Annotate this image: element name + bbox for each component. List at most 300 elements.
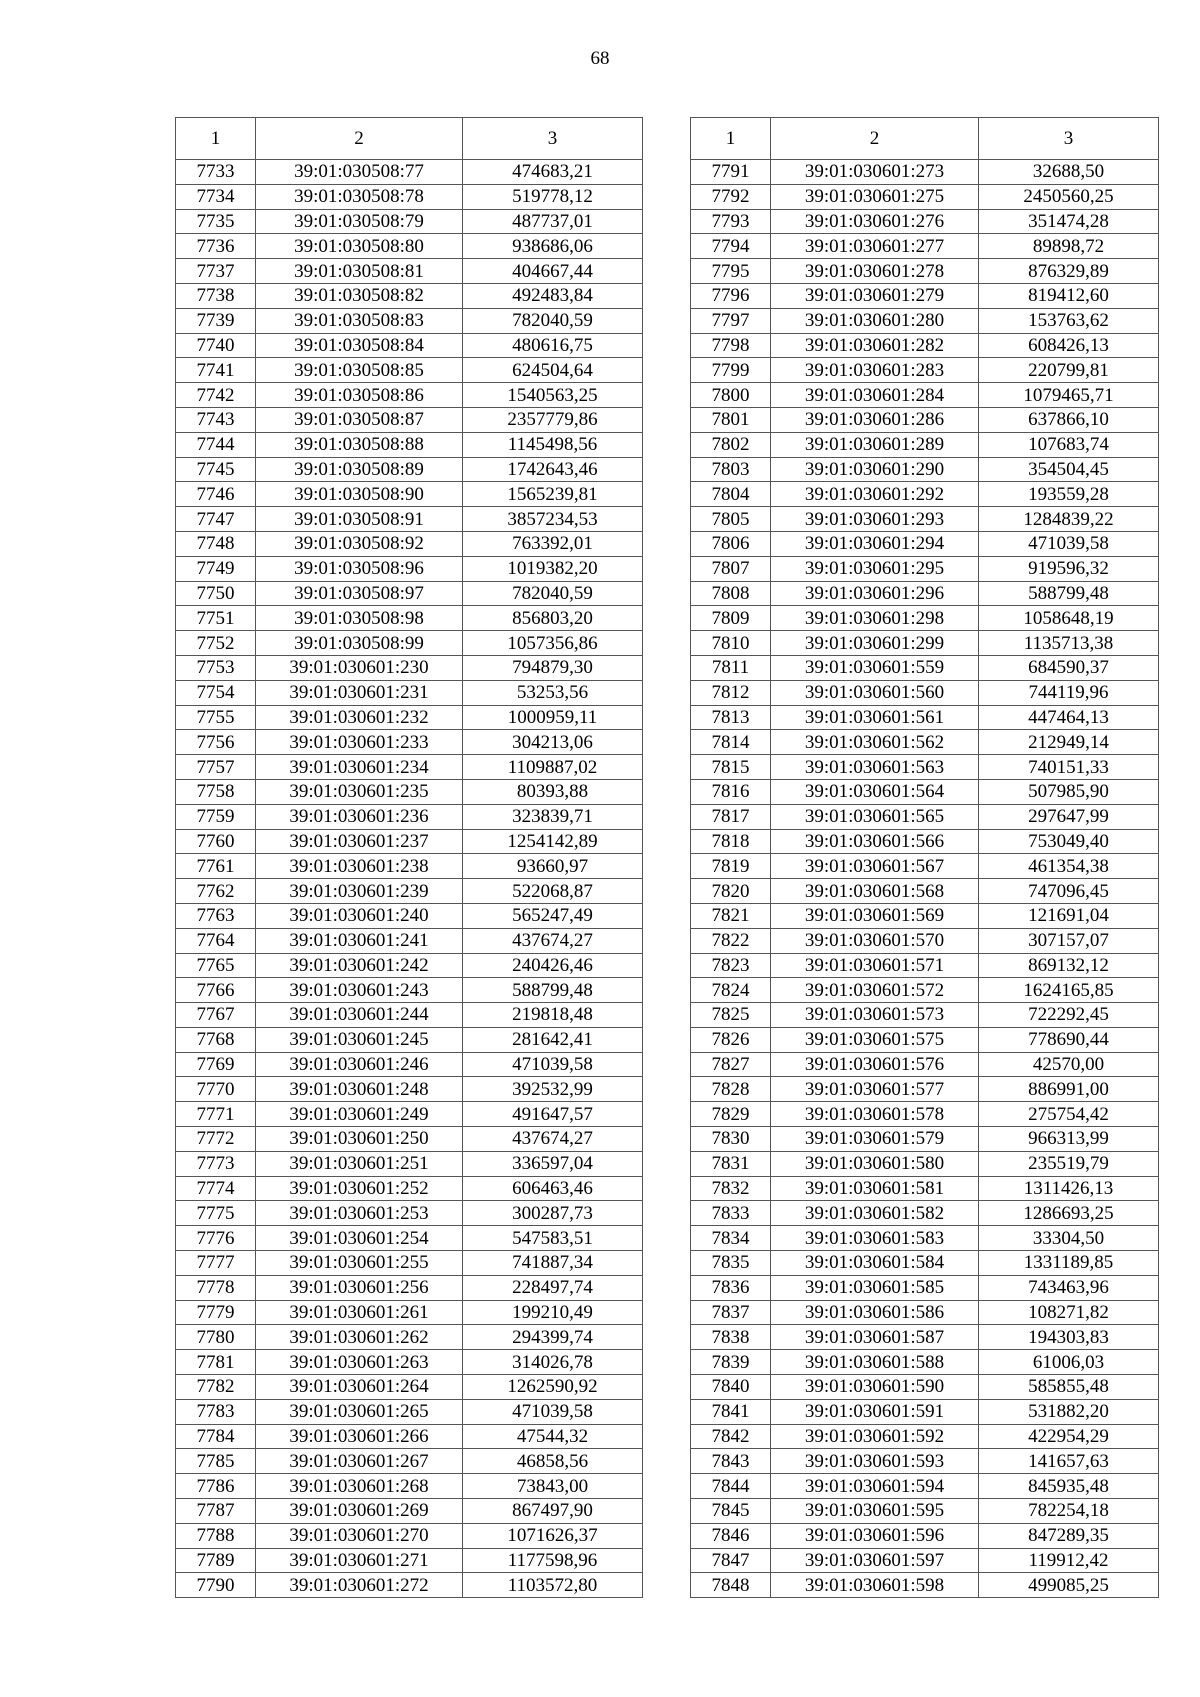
cadastral-number-cell: 39:01:030601:587 [771,1325,979,1350]
cadastral-number-cell: 39:01:030508:80 [256,234,463,259]
table-row [691,854,1159,879]
row-number-cell: 7847 [691,1548,771,1573]
value-cell: 194303,83 [979,1325,1159,1350]
row-number-cell: 7794 [691,234,771,259]
value-cell: 474683,21 [463,160,643,185]
value-cell: 753049,40 [979,829,1159,854]
cadastral-number-cell: 39:01:030601:232 [256,705,463,730]
cadastral-number-cell: 39:01:030601:585 [771,1275,979,1300]
value-cell: 404667,44 [463,259,643,284]
cadastral-number-cell: 39:01:030601:294 [771,531,979,556]
table-row [176,1102,643,1127]
cadastral-number-cell: 39:01:030508:90 [256,482,463,507]
table-row [691,1573,1159,1598]
row-number-cell: 7773 [176,1151,256,1176]
cadastral-number-cell: 39:01:030601:293 [771,507,979,532]
cadastral-number-cell: 39:01:030601:580 [771,1151,979,1176]
table-row [691,978,1159,1003]
row-number-cell: 7777 [176,1251,256,1276]
row-number-cell: 7776 [176,1226,256,1251]
value-cell: 3857234,53 [463,507,643,532]
right-table-body [691,160,1159,1598]
value-cell: 471039,58 [463,1052,643,1077]
table-row [691,358,1159,383]
value-cell: 228497,74 [463,1275,643,1300]
row-number-cell: 7835 [691,1251,771,1276]
row-number-cell: 7834 [691,1226,771,1251]
row-number-cell: 7825 [691,1003,771,1028]
cadastral-number-cell: 39:01:030601:234 [256,755,463,780]
row-number-cell: 7813 [691,705,771,730]
value-cell: 1331189,85 [979,1251,1159,1276]
table-row [691,457,1159,482]
column-header: 3 [463,118,643,160]
row-number-cell: 7735 [176,209,256,234]
cadastral-number-cell: 39:01:030508:97 [256,581,463,606]
table-row [691,1325,1159,1350]
cadastral-number-cell: 39:01:030601:581 [771,1176,979,1201]
row-number-cell: 7791 [691,160,771,185]
value-cell: 1079465,71 [979,383,1159,408]
row-number-cell: 7787 [176,1499,256,1524]
value-cell: 61006,03 [979,1350,1159,1375]
row-number-cell: 7745 [176,457,256,482]
cadastral-number-cell: 39:01:030601:577 [771,1077,979,1102]
table-row [176,978,643,1003]
cadastral-number-cell: 39:01:030601:296 [771,581,979,606]
value-cell: 782040,59 [463,581,643,606]
row-number-cell: 7815 [691,755,771,780]
table-row [176,1499,643,1524]
row-number-cell: 7783 [176,1399,256,1424]
value-cell: 300287,73 [463,1201,643,1226]
row-number-cell: 7747 [176,507,256,532]
value-cell: 2357779,86 [463,407,643,432]
table-row [691,804,1159,829]
value-cell: 763392,01 [463,531,643,556]
cadastral-number-cell: 39:01:030601:289 [771,432,979,457]
table-row [176,779,643,804]
row-number-cell: 7758 [176,779,256,804]
table-row [691,1350,1159,1375]
value-cell: 212949,14 [979,730,1159,755]
cadastral-number-cell: 39:01:030601:298 [771,606,979,631]
row-number-cell: 7781 [176,1350,256,1375]
table-row [176,755,643,780]
value-cell: 199210,49 [463,1300,643,1325]
table-row [691,507,1159,532]
cadastral-number-cell: 39:01:030601:262 [256,1325,463,1350]
cadastral-number-cell: 39:01:030601:269 [256,1499,463,1524]
row-number-cell: 7779 [176,1300,256,1325]
table-row [176,184,643,209]
row-number-cell: 7742 [176,383,256,408]
cadastral-number-cell: 39:01:030601:276 [771,209,979,234]
row-number-cell: 7818 [691,829,771,854]
cadastral-number-cell: 39:01:030601:255 [256,1251,463,1276]
table-row [176,1325,643,1350]
cadastral-number-cell: 39:01:030601:246 [256,1052,463,1077]
value-cell: 819412,60 [979,283,1159,308]
table-row [691,184,1159,209]
value-cell: 794879,30 [463,655,643,680]
cadastral-number-cell: 39:01:030508:79 [256,209,463,234]
value-cell: 1058648,19 [979,606,1159,631]
table-row [176,1449,643,1474]
table-row [691,1176,1159,1201]
value-cell: 351474,28 [979,209,1159,234]
cadastral-number-cell: 39:01:030508:83 [256,308,463,333]
row-number-cell: 7831 [691,1151,771,1176]
row-number-cell: 7839 [691,1350,771,1375]
row-number-cell: 7768 [176,1027,256,1052]
table-row [176,308,643,333]
table-row [176,1375,643,1400]
row-number-cell: 7806 [691,531,771,556]
table-row [176,1548,643,1573]
row-number-cell: 7760 [176,829,256,854]
value-cell: 480616,75 [463,333,643,358]
row-number-cell: 7765 [176,953,256,978]
value-cell: 740151,33 [979,755,1159,780]
cadastral-number-cell: 39:01:030601:243 [256,978,463,1003]
cadastral-number-cell: 39:01:030508:85 [256,358,463,383]
cadastral-number-cell: 39:01:030601:588 [771,1350,979,1375]
cadastral-number-cell: 39:01:030508:87 [256,407,463,432]
cadastral-number-cell: 39:01:030601:240 [256,903,463,928]
value-cell: 1262590,92 [463,1375,643,1400]
cadastral-number-cell: 39:01:030601:592 [771,1424,979,1449]
header-row [176,118,643,160]
row-number-cell: 7752 [176,631,256,656]
row-number-cell: 7755 [176,705,256,730]
value-cell: 447464,13 [979,705,1159,730]
row-number-cell: 7844 [691,1474,771,1499]
row-number-cell: 7848 [691,1573,771,1598]
value-cell: 856803,20 [463,606,643,631]
table-row [691,953,1159,978]
table-row [691,779,1159,804]
table-row [176,655,643,680]
table-row [691,879,1159,904]
cadastral-number-cell: 39:01:030508:88 [256,432,463,457]
cadastral-number-cell: 39:01:030601:597 [771,1548,979,1573]
table-row [176,160,643,185]
table-row [176,1523,643,1548]
cadastral-number-cell: 39:01:030601:241 [256,928,463,953]
table-row [176,903,643,928]
value-cell: 869132,12 [979,953,1159,978]
cadastral-number-cell: 39:01:030601:242 [256,953,463,978]
value-cell: 1135713,38 [979,631,1159,656]
value-cell: 32688,50 [979,160,1159,185]
table-row [176,556,643,581]
row-number-cell: 7744 [176,432,256,457]
row-number-cell: 7796 [691,283,771,308]
value-cell: 323839,71 [463,804,643,829]
table-row [691,432,1159,457]
value-cell: 499085,25 [979,1573,1159,1598]
table-row [176,531,643,556]
value-cell: 235519,79 [979,1151,1159,1176]
value-cell: 722292,45 [979,1003,1159,1028]
row-number-cell: 7771 [176,1102,256,1127]
value-cell: 193559,28 [979,482,1159,507]
row-number-cell: 7737 [176,259,256,284]
value-cell: 624504,64 [463,358,643,383]
value-cell: 782040,59 [463,308,643,333]
value-cell: 422954,29 [979,1424,1159,1449]
cadastral-number-cell: 39:01:030601:567 [771,854,979,879]
cadastral-number-cell: 39:01:030601:245 [256,1027,463,1052]
cadastral-number-cell: 39:01:030601:235 [256,779,463,804]
value-cell: 1254142,89 [463,829,643,854]
value-cell: 314026,78 [463,1350,643,1375]
row-number-cell: 7739 [176,308,256,333]
row-number-cell: 7736 [176,234,256,259]
table-row [691,1474,1159,1499]
cadastral-number-cell: 39:01:030601:564 [771,779,979,804]
cadastral-number-cell: 39:01:030508:78 [256,184,463,209]
value-cell: 966313,99 [979,1127,1159,1152]
value-cell: 307157,07 [979,928,1159,953]
cadastral-number-cell: 39:01:030601:256 [256,1275,463,1300]
table-row [691,407,1159,432]
value-cell: 46858,56 [463,1449,643,1474]
table-row [176,507,643,532]
row-number-cell: 7778 [176,1275,256,1300]
row-number-cell: 7836 [691,1275,771,1300]
row-number-cell: 7819 [691,854,771,879]
row-number-cell: 7748 [176,531,256,556]
cadastral-number-cell: 39:01:030601:572 [771,978,979,1003]
value-cell: 93660,97 [463,854,643,879]
cadastral-number-cell: 39:01:030601:265 [256,1399,463,1424]
cadastral-number-cell: 39:01:030601:561 [771,705,979,730]
value-cell: 73843,00 [463,1474,643,1499]
cadastral-number-cell: 39:01:030601:286 [771,407,979,432]
cadastral-number-cell: 39:01:030601:272 [256,1573,463,1598]
table-row [691,655,1159,680]
cadastral-number-cell: 39:01:030601:266 [256,1424,463,1449]
row-number-cell: 7753 [176,655,256,680]
table-row [691,1127,1159,1152]
cadastral-number-cell: 39:01:030601:569 [771,903,979,928]
row-number-cell: 7756 [176,730,256,755]
table-row [691,755,1159,780]
table-row [691,308,1159,333]
table-row [691,1027,1159,1052]
table-row [691,160,1159,185]
value-cell: 741887,34 [463,1251,643,1276]
table-row [176,953,643,978]
table-row [691,1077,1159,1102]
cadastral-number-cell: 39:01:030601:560 [771,680,979,705]
row-number-cell: 7832 [691,1176,771,1201]
cadastral-number-cell: 39:01:030508:98 [256,606,463,631]
table-row [176,1003,643,1028]
value-cell: 107683,74 [979,432,1159,457]
table-row [176,1052,643,1077]
table-row [691,1003,1159,1028]
cadastral-number-cell: 39:01:030601:586 [771,1300,979,1325]
row-number-cell: 7785 [176,1449,256,1474]
row-number-cell: 7823 [691,953,771,978]
value-cell: 637866,10 [979,407,1159,432]
cadastral-number-cell: 39:01:030508:92 [256,531,463,556]
cadastral-number-cell: 39:01:030508:91 [256,507,463,532]
cadastral-number-cell: 39:01:030508:99 [256,631,463,656]
header-row [691,118,1159,160]
value-cell: 437674,27 [463,1127,643,1152]
value-cell: 531882,20 [979,1399,1159,1424]
row-number-cell: 7827 [691,1052,771,1077]
row-number-cell: 7738 [176,283,256,308]
cadastral-number-cell: 39:01:030601:568 [771,879,979,904]
cadastral-number-cell: 39:01:030601:233 [256,730,463,755]
cadastral-number-cell: 39:01:030601:575 [771,1027,979,1052]
value-cell: 42570,00 [979,1052,1159,1077]
cadastral-number-cell: 39:01:030601:253 [256,1201,463,1226]
table-row [691,234,1159,259]
table-row [691,1226,1159,1251]
cadastral-number-cell: 39:01:030508:86 [256,383,463,408]
value-cell: 606463,46 [463,1176,643,1201]
table-row [176,1300,643,1325]
table-row [176,680,643,705]
table-row [691,1399,1159,1424]
table-row [691,1251,1159,1276]
table-row [691,333,1159,358]
value-cell: 1000959,11 [463,705,643,730]
cadastral-number-cell: 39:01:030601:576 [771,1052,979,1077]
column-header: 3 [979,118,1159,160]
value-cell: 47544,32 [463,1424,643,1449]
column-header: 1 [176,118,256,160]
row-number-cell: 7842 [691,1424,771,1449]
cadastral-number-cell: 39:01:030508:82 [256,283,463,308]
cadastral-number-cell: 39:01:030601:275 [771,184,979,209]
value-cell: 1286693,25 [979,1201,1159,1226]
cadastral-number-cell: 39:01:030601:290 [771,457,979,482]
value-cell: 1145498,56 [463,432,643,457]
value-cell: 608426,13 [979,333,1159,358]
row-number-cell: 7837 [691,1300,771,1325]
value-cell: 153763,62 [979,308,1159,333]
cadastral-number-cell: 39:01:030601:593 [771,1449,979,1474]
table-row [691,680,1159,705]
row-number-cell: 7800 [691,383,771,408]
table-row [176,1573,643,1598]
table-row [691,829,1159,854]
row-number-cell: 7799 [691,358,771,383]
row-number-cell: 7843 [691,1449,771,1474]
value-cell: 1540563,25 [463,383,643,408]
cadastral-number-cell: 39:01:030601:571 [771,953,979,978]
table-row [176,730,643,755]
cadastral-number-cell: 39:01:030601:562 [771,730,979,755]
row-number-cell: 7746 [176,482,256,507]
row-number-cell: 7808 [691,581,771,606]
table-row [176,631,643,656]
cadastral-number-cell: 39:01:030601:590 [771,1375,979,1400]
table-row [176,1424,643,1449]
table-row [176,358,643,383]
row-number-cell: 7822 [691,928,771,953]
table-row [691,928,1159,953]
table-row [176,705,643,730]
value-cell: 919596,32 [979,556,1159,581]
table-row [176,829,643,854]
row-number-cell: 7807 [691,556,771,581]
table-row [176,928,643,953]
page-number: 68 [590,48,610,69]
row-number-cell: 7734 [176,184,256,209]
cadastral-number-cell: 39:01:030601:579 [771,1127,979,1152]
value-cell: 867497,90 [463,1499,643,1524]
value-cell: 1565239,81 [463,482,643,507]
table-row [176,234,643,259]
row-number-cell: 7763 [176,903,256,928]
table-row [691,1151,1159,1176]
cadastral-number-cell: 39:01:030601:565 [771,804,979,829]
left-table-body [176,160,643,1598]
table-row [176,333,643,358]
table-row [691,1424,1159,1449]
cadastral-number-cell: 39:01:030508:77 [256,160,463,185]
row-number-cell: 7802 [691,432,771,457]
row-number-cell: 7761 [176,854,256,879]
cadastral-number-cell: 39:01:030601:268 [256,1474,463,1499]
cadastral-number-cell: 39:01:030601:263 [256,1350,463,1375]
value-cell: 684590,37 [979,655,1159,680]
table-row [691,1523,1159,1548]
row-number-cell: 7820 [691,879,771,904]
row-number-cell: 7826 [691,1027,771,1052]
cadastral-number-cell: 39:01:030508:96 [256,556,463,581]
cadastral-number-cell: 39:01:030601:261 [256,1300,463,1325]
value-cell: 220799,81 [979,358,1159,383]
row-number-cell: 7824 [691,978,771,1003]
row-number-cell: 7845 [691,1499,771,1524]
cadastral-number-cell: 39:01:030601:570 [771,928,979,953]
table-row [691,1548,1159,1573]
row-number-cell: 7780 [176,1325,256,1350]
row-number-cell: 7754 [176,680,256,705]
value-cell: 782254,18 [979,1499,1159,1524]
row-number-cell: 7816 [691,779,771,804]
table-row [691,705,1159,730]
row-number-cell: 7772 [176,1127,256,1152]
value-cell: 121691,04 [979,903,1159,928]
row-number-cell: 7782 [176,1375,256,1400]
table-row [176,259,643,284]
table-row [691,1375,1159,1400]
row-number-cell: 7750 [176,581,256,606]
value-cell: 588799,48 [979,581,1159,606]
value-cell: 281642,41 [463,1027,643,1052]
row-number-cell: 7789 [176,1548,256,1573]
value-cell: 354504,45 [979,457,1159,482]
row-number-cell: 7838 [691,1325,771,1350]
row-number-cell: 7770 [176,1077,256,1102]
column-header: 1 [691,118,771,160]
cadastral-number-cell: 39:01:030601:595 [771,1499,979,1524]
table-row [691,283,1159,308]
row-number-cell: 7795 [691,259,771,284]
row-number-cell: 7766 [176,978,256,1003]
value-cell: 437674,27 [463,928,643,953]
